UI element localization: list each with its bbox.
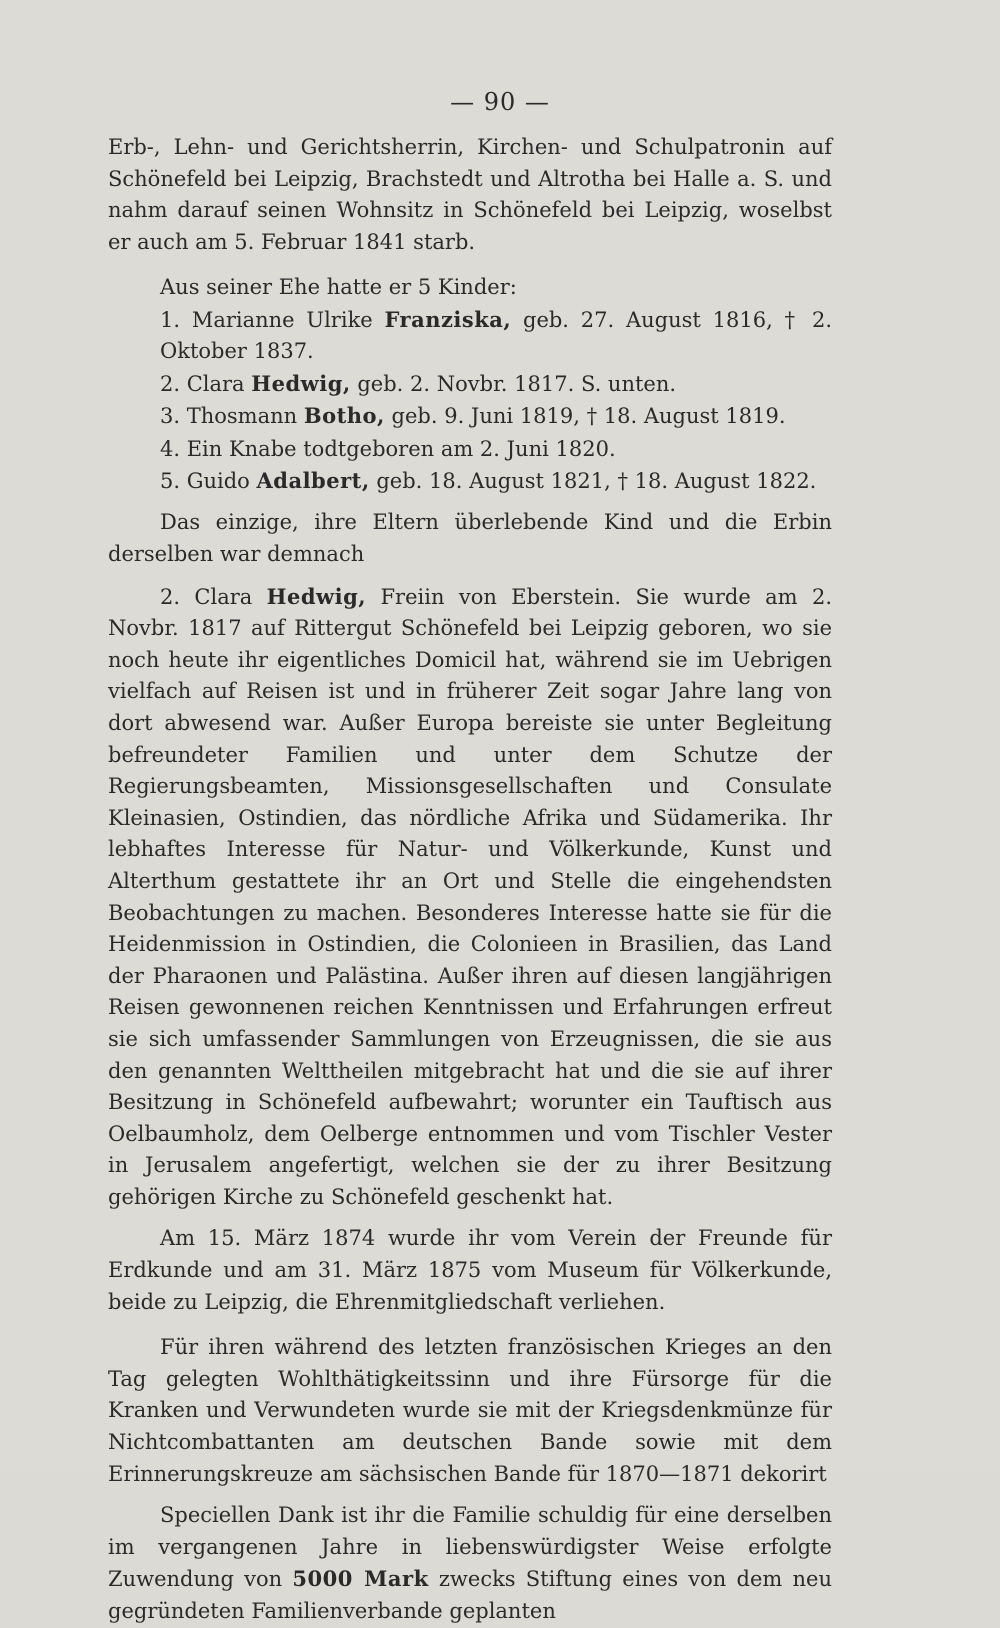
paragraph-honorary-membership: Am 15. März 1874 wurde ihr vom Verein der Freunde für Erdkunde und am 31. März 1875 vom Museum für Völkerkunde, beide zu Leipzig, die Ehrenmitgliedschaft verliehen. (108, 1226, 832, 1314)
list-item: 2. Clara Hedwig, geb. 2. Novbr. 1817. S. unten. (160, 370, 677, 396)
paragraph-war-decoration: Für ihren während des letzten französischen Krieges an den Tag gelegten Wohlthätigkeitssinn und ihre Fürsorge für die Kranken und Verwundeten wurde sie mit der Kriegsdenkmünze für Nichtcombattanten am deutschen Bande sowie mit dem Erinnerungskreuze am sächsischen Bande für 1870—1871 dekorirt (108, 1335, 832, 1486)
donation-amount: 5000 Mark (292, 1566, 429, 1592)
paragraph-heir: Das einzige, ihre Eltern überlebende Kind und die Erbin derselben war demnach (108, 510, 832, 566)
paragraph-clara-hedwig: 2. Clara Hedwig, Freiin von Eberstein. Sie wurde am 2. Novbr. 1817 auf Rittergut Schönefeld bei Leipzig geboren, wo sie noch heute ihr eigentliches Domicil hat, während sie im Uebrigen vielfach auf Reisen ist und in früherer Zeit sogar Jahre lang von dort abwesend war. Außer Europa bereiste sie unter Begleitung befreundeter Familien und unter dem Schutze der Regierungsbeamten, Missionsgesellschaften und Consulate Kleinasien, Ostindien, das nördliche Afrika und Südamerika. Ihr lebhaftes Interesse für Natur- und Völkerkunde, Kunst und Alterthum gestattete ihr an Ort und Stelle die eingehendsten Beobachtungen zu machen. Besonderes Interesse hatte sie für die Heidenmission in Ostindien, die Colonieen in Brasilien, das Land der Pharaonen und Palästina. Außer ihren auf diesen langjährigen Reisen gewonnenen reichen Kenntnissen und Erfahrungen erfreut sie sich umfassender Sammlungen von Erzeugnissen, die sie aus den genannten Welttheilen mitgebracht hat und die sie auf ihrer Besitzung in Schönefeld aufbewahrt; worunter ein Tauftisch aus Oelbaumholz, dem Oelberge entnommen und vom Tischler Vester in Jerusalem angefertigt, welchen sie der zu ihrer Besitzung gehörigen Kirche zu Schönefeld geschenkt hat. (108, 583, 833, 1209)
body-text (108, 132, 832, 1628)
page-number: — 90 — (450, 88, 550, 116)
list-item: 1. Marianne Ulrike Franziska, geb. 27. August 1816, † 2. Oktober 1837. (160, 306, 832, 364)
paragraph-donation: Speciellen Dank ist ihr die Familie schuldig für eine derselben im vergangenen Jahre in liebenswürdigster Weise erfolgte Zuwendung von 5000 Mark zwecks Stiftung eines von dem neu gegründeten Familienverbande geplanten (108, 1503, 832, 1623)
children-list (108, 304, 832, 497)
list-item: 4. Ein Knabe todtgeboren am 2. Juni 1820. (160, 436, 616, 461)
children-intro: Aus seiner Ehe hatte er 5 Kinder: (160, 275, 517, 300)
list-item: 5. Guido Adalbert, geb. 18. August 1821, † 18. August 1822. (160, 468, 817, 493)
paragraph-estate-titles: Erb-, Lehn- und Gerichtsherrin, Kirchen- und Schulpatronin auf Schönefeld bei Leipzig, Brachstedt und Altrotha bei Halle a. S. und nahm darauf seinen Wohnsitz in Schönefeld bei Leipzig, woselbst er auch am 5. Februar 1841 starb. (108, 135, 832, 254)
list-item: 3. Thosmann Botho, geb. 9. Juni 1819, † 18. August 1819. (160, 403, 786, 429)
